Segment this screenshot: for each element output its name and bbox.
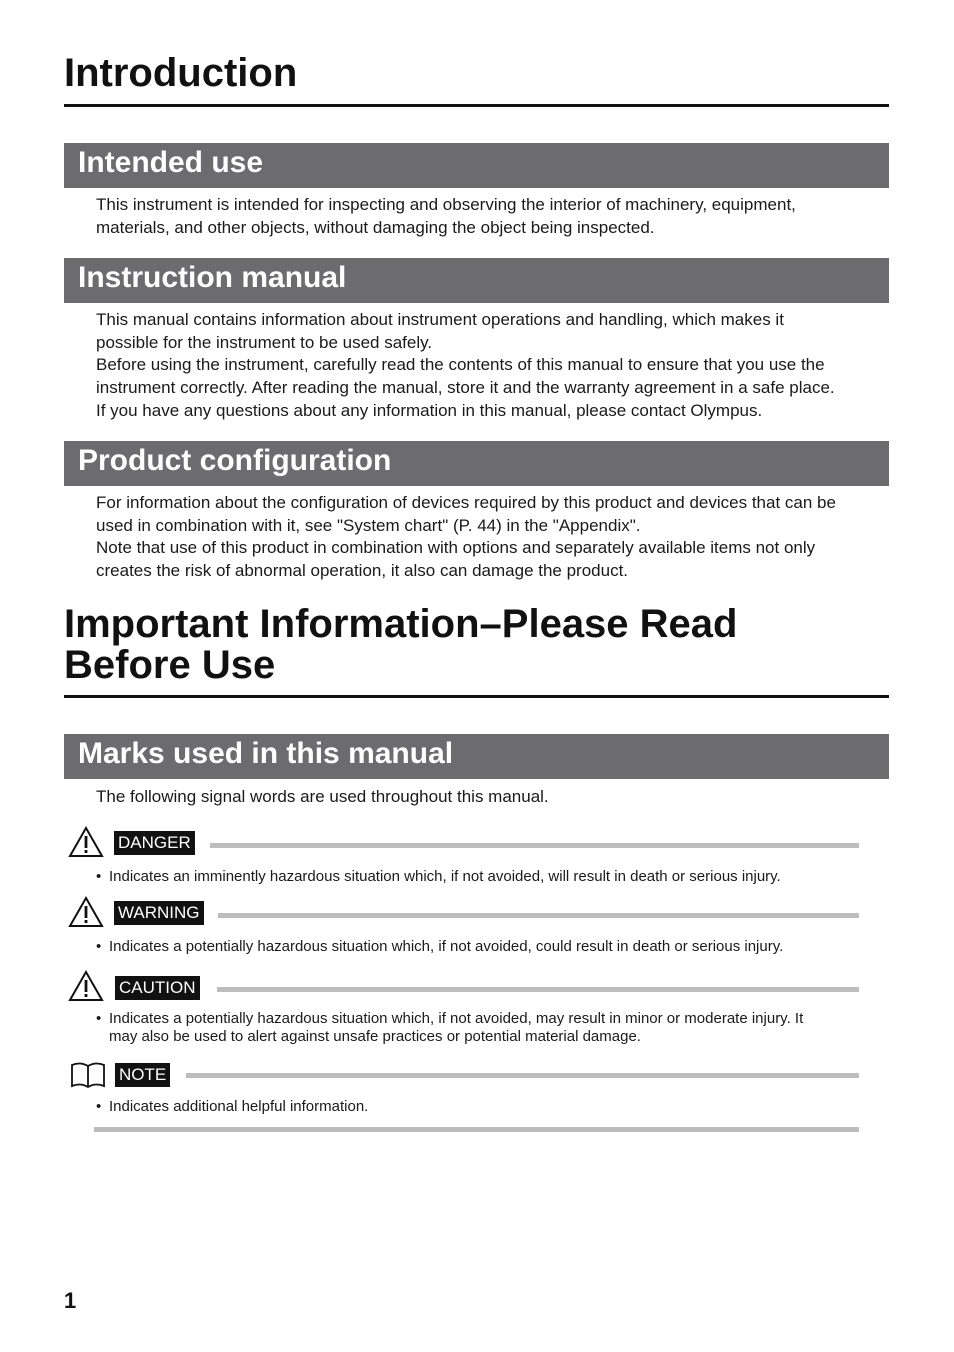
danger-divider <box>210 843 859 848</box>
warning-badge: WARNING <box>114 901 204 925</box>
caution-badge: CAUTION <box>115 976 200 1000</box>
caution-description <box>96 1010 869 1046</box>
text-line: instrument correctly. After reading the manual, store it and the warranty agreement in a safe place. <box>96 378 835 398</box>
section-heading-marks: Marks used in this manual <box>64 734 889 779</box>
text-line: This instrument is intended for inspecting and observing the interior of machinery, equipment, <box>96 195 796 214</box>
text-line: Indicates additional helpful information. <box>109 1098 369 1115</box>
warning-divider <box>218 913 859 918</box>
page-title: Introduction <box>64 51 298 95</box>
text-line: Before using the instrument, carefully read the contents of this manual to ensure that you use the <box>96 355 825 375</box>
page-number: 1 <box>64 1288 77 1313</box>
section-heading-intended-use: Intended use <box>64 143 889 188</box>
text-line: Indicates a potentially hazardous situation which, if not avoided, could result in death or serious injury. <box>109 938 784 955</box>
bullet-point: • <box>96 1010 102 1027</box>
marks-end-divider <box>94 1127 859 1132</box>
text-line: Indicates an imminently hazardous situation which, if not avoided, will result in death or serious injury. <box>109 868 781 885</box>
note-description <box>96 1098 869 1116</box>
bullet-point: • <box>96 1098 102 1115</box>
warning-triangle-icon <box>68 826 104 858</box>
danger-badge: DANGER <box>114 831 195 855</box>
text-line: For information about the configuration of devices required by this product and devices that can be <box>96 493 836 512</box>
text-line: used in combination with it, see "System chart" (P. 44) in the "Appendix". <box>96 515 641 535</box>
text-line: If you have any questions about any information in this manual, please contact Olympus. <box>96 400 763 420</box>
note-badge: NOTE <box>115 1063 170 1087</box>
text-line: materials, and other objects, without damaging the object being inspected. <box>96 217 655 237</box>
title-line: Important Information–Please Read <box>64 602 738 646</box>
bullet-point: • <box>96 868 102 885</box>
section-heading-product-configuration: Product configuration <box>64 441 889 486</box>
note-divider <box>186 1073 859 1078</box>
caution-divider <box>217 987 859 992</box>
text-line: Note that use of this product in combination with options and separately available items not only <box>96 538 816 558</box>
warning-description <box>96 938 869 956</box>
section-title-important-information <box>64 604 737 686</box>
text-line: This manual contains information about instrument operations and handling, which makes it <box>96 310 784 329</box>
warning-triangle-icon <box>68 970 104 1002</box>
intended-use-text <box>96 194 896 239</box>
instruction-manual-text <box>96 309 896 423</box>
open-book-icon <box>70 1062 106 1088</box>
bullet-point: • <box>96 938 102 955</box>
text-line: may also be used to alert against unsafe practices or potential material damage. <box>109 1028 641 1045</box>
title-rule <box>64 695 889 698</box>
section-heading-instruction-manual: Instruction manual <box>64 258 889 303</box>
text-line: possible for the instrument to be used safely. <box>96 332 433 352</box>
text-line: creates the risk of abnormal operation, it also can damage the product. <box>96 561 629 581</box>
marks-intro-text: The following signal words are used throughout this manual. <box>96 787 549 806</box>
text-line: Indicates a potentially hazardous situation which, if not avoided, may result in minor or moderate injury. It <box>109 1010 804 1027</box>
warning-triangle-icon <box>68 896 104 928</box>
title-line: Before Use <box>64 643 276 687</box>
danger-description <box>96 868 869 886</box>
title-rule <box>64 104 889 107</box>
product-configuration-text <box>96 492 896 583</box>
